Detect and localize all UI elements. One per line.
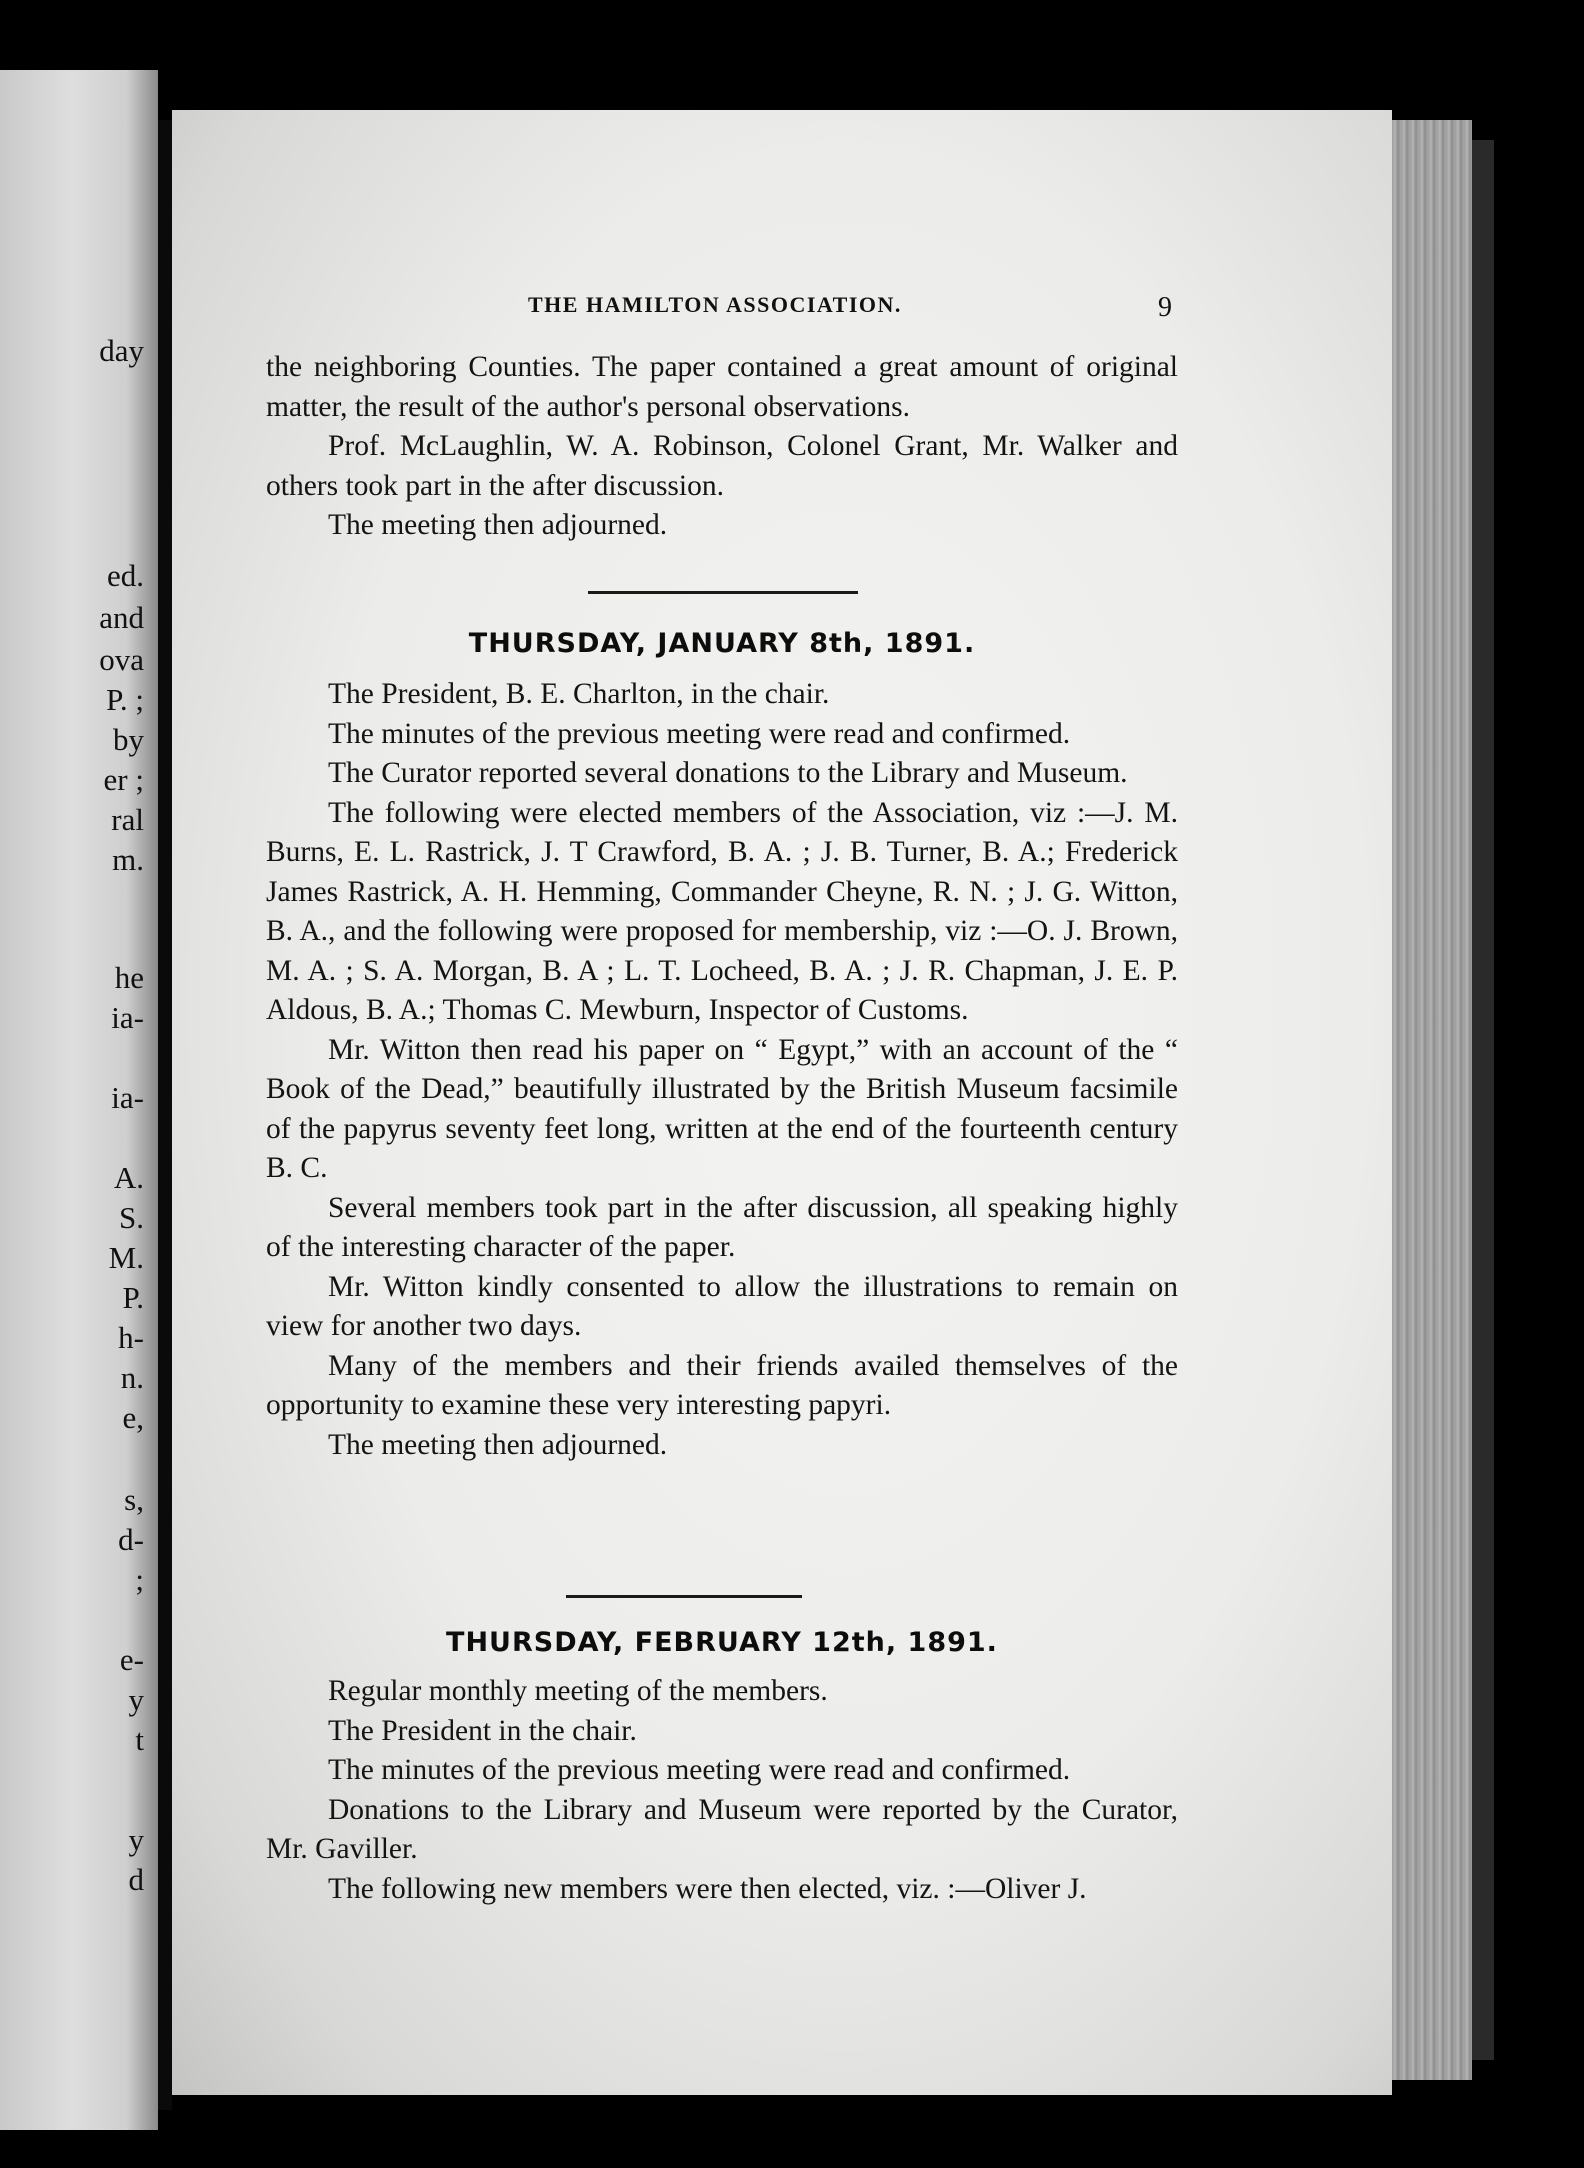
left-fragment: er ; [103,762,144,797]
left-fragment: P. [122,1280,144,1315]
left-fragment: e, [122,1400,144,1435]
left-fragment: day [99,333,144,368]
paragraph: The meeting then adjourned. [328,509,668,541]
left-fragment: n. [120,1360,144,1395]
meeting-february-section [266,1672,1178,1909]
left-fragment: P. ; [106,682,144,717]
left-fragment: M. [108,1240,144,1275]
left-fragment: A. [113,1160,144,1195]
left-fragment: S. [119,1200,144,1235]
section-divider [566,1595,802,1598]
left-fragment: ia- [111,1000,144,1035]
left-fragment: h- [118,1320,144,1355]
left-page-fragment [0,70,158,2130]
meeting-heading-january: THURSDAY, JANUARY 8th, 1891. [468,628,976,659]
left-fragment: d- [118,1522,144,1557]
section-divider [588,591,858,594]
left-fragment: e- [119,1642,144,1677]
paragraph: The Curator reported several donations to the Library and Museum. [328,757,1128,789]
paragraph: The President in the chair. [328,1714,637,1747]
left-fragment: ova [99,642,144,677]
left-fragment: by [113,722,144,757]
left-fragment: ia- [111,1080,144,1115]
left-fragment: d [128,1862,144,1897]
paragraph: Many of the members and their friends availed themselves of the opportunity to examine these very interesting papyri. [266,1349,1178,1421]
paragraph: The minutes of the previous meeting were read and confirmed. [328,717,1071,750]
left-fragment: s, [124,1482,144,1517]
left-fragment: y [128,1822,144,1857]
left-fragment: ral [111,802,144,837]
paragraph: Mr. Witton kindly consented to allow the illustrations to remain on view for another two days. [266,1270,1178,1342]
paragraph: Mr. Witton then read his paper on “ Egypt,” with an account of the “ Book of the Dead,” beautifully illustrated by the British Museum facsimile of the papyrus seventy feet long, written at the end of the fourteenth century B. C. [266,1033,1178,1184]
paragraph: The meeting then adjourned. [328,1428,668,1461]
left-fragment: and [99,600,144,635]
left-fragment: t [135,1722,144,1757]
page-edges [1392,120,1472,2080]
book-gutter [158,120,172,2110]
running-head: THE HAMILTON ASSOCIATION. [528,292,902,317]
paragraph: The President, B. E. Charlton, in the chair. [328,678,830,710]
intro-section [266,348,1178,546]
paragraph: The following new members were then elected, viz. :—Oliver J. [328,1872,1087,1905]
meeting-heading-february: THURSDAY, FEBRUARY 12th, 1891. [446,1627,998,1658]
paragraph: The following were elected members of the Association, viz :—J. M. Burns, E. L. Rastrick, J. T Crawford, B. A. ; J. B. Turner, B. A.; Frederick James Rastrick, A. H. Hemming, Commander Cheyne, R. N. ; J. G. Witton, B. A., and the following were proposed for membership, viz :—O. J. Brown, M. A. ; S. A. Morgan, B. A ; L. T. Locheed, B. A. ; J. R. Chapman, J. E. P. Aldous, B. A.; Thomas C. Mewburn, Inspector of Customs. [266,796,1178,1026]
page-edge-shadow [1472,140,1494,2060]
paragraph: the neighboring Counties. The paper contained a great amount of original matter, the result of the author's personal observations. [266,351,1178,423]
meeting-january-section [266,675,1178,1465]
paragraph: Several members took part in the after discussion, all speaking highly of the interesting character of the paper. [266,1191,1178,1263]
paragraph: The minutes of the previous meeting were read and confirmed. [328,1754,1071,1786]
left-fragment: ; [135,1562,144,1597]
left-fragment: m. [112,842,144,877]
paragraph: Donations to the Library and Museum were reported by the Curator, Mr. Gaviller. [266,1793,1178,1865]
left-fragment: y [128,1682,144,1717]
paragraph: Prof. McLaughlin, W. A. Robinson, Colonel Grant, Mr. Walker and others took part in the after discussion. [266,430,1178,502]
left-fragment: ed. [106,558,144,593]
paragraph: Regular monthly meeting of the members. [328,1675,828,1707]
left-fragment: he [114,960,144,995]
page-number: 9 [1158,292,1172,323]
